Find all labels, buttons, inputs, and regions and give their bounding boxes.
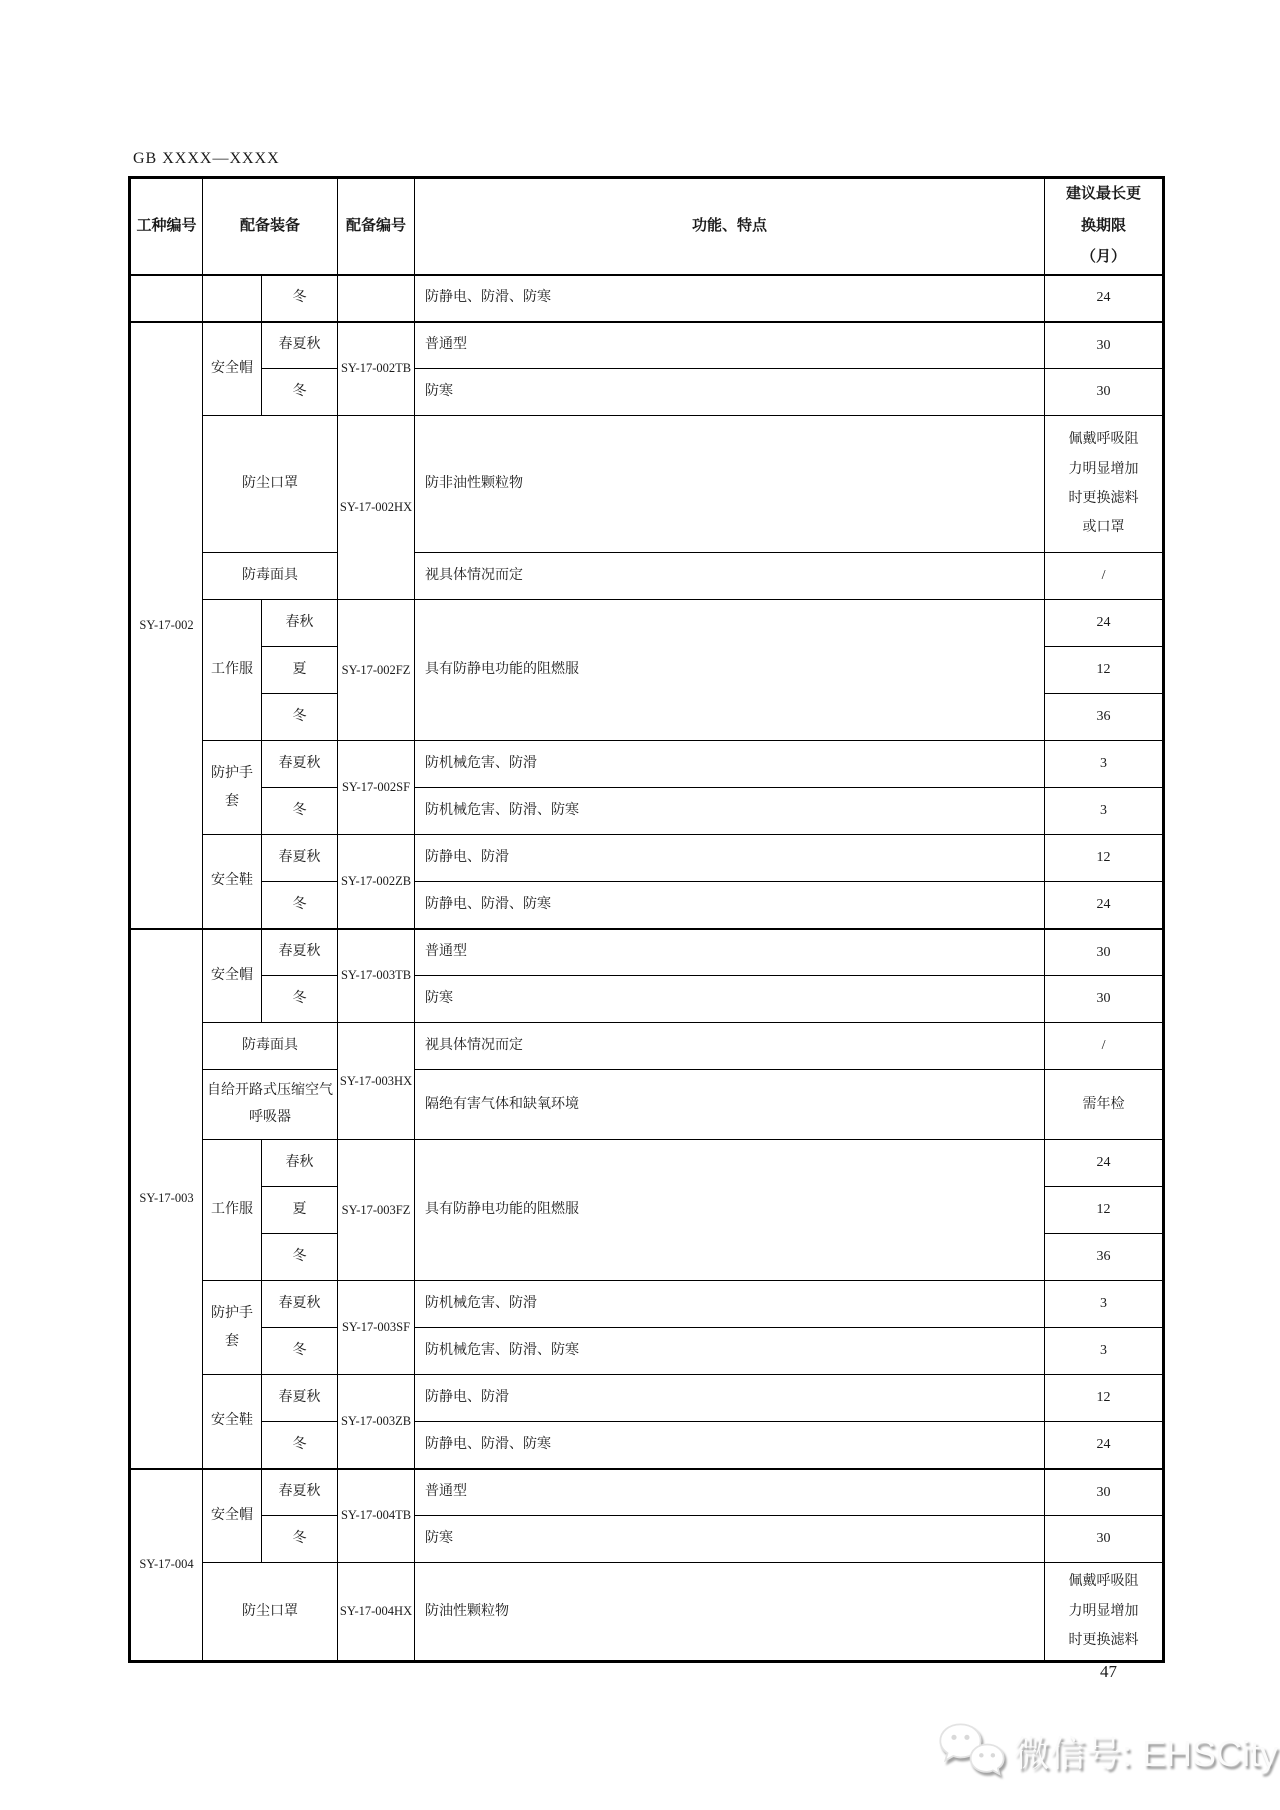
cell-equip-code: SY-17-002HX [338, 416, 415, 600]
footer-brand [936, 1720, 1278, 1782]
table-row [130, 1422, 1164, 1469]
cell-season: 冬 [262, 1516, 338, 1563]
cell-function: 防静电、防滑 [415, 1375, 1045, 1422]
cell-function: 防机械危害、防滑 [415, 1281, 1045, 1328]
cell-term: 3 [1045, 1281, 1164, 1328]
cell-function: 防寒 [415, 1516, 1045, 1563]
cell-function: 具有防静电功能的阻燃服 [415, 1140, 1045, 1281]
cell-job-code: SY-17-003 [130, 929, 203, 1469]
cell-equipment: 安全鞋 [203, 1375, 262, 1469]
cell-job-code: SY-17-004 [130, 1469, 203, 1662]
cell-equip-code: SY-17-004HX [338, 1563, 415, 1662]
cell-term: 30 [1045, 929, 1164, 976]
cell-season: 夏 [262, 647, 338, 694]
cell-term: 12 [1045, 1375, 1164, 1422]
cell-equipment: 防护手套 [203, 741, 262, 835]
cell-equipment: 安全鞋 [203, 835, 262, 929]
table-header-row [130, 178, 1164, 275]
cell-season: 冬 [262, 976, 338, 1023]
cell-equipment: 防毒面具 [203, 553, 338, 600]
cell-equip-code [338, 275, 415, 322]
cell-term: 36 [1045, 1234, 1164, 1281]
cell-equipment: 工作服 [203, 1140, 262, 1281]
table-row [130, 1070, 1164, 1140]
table-row [130, 788, 1164, 835]
cell-term: 12 [1045, 647, 1164, 694]
table-row [130, 1023, 1164, 1070]
table-row [130, 835, 1164, 882]
cell-function: 防静电、防滑、防寒 [415, 882, 1045, 929]
table-row [130, 882, 1164, 929]
table-row [130, 1328, 1164, 1375]
cell-function: 普通型 [415, 1469, 1045, 1516]
cell-term: 24 [1045, 1140, 1164, 1187]
cell-equip-code: SY-17-003TB [338, 929, 415, 1023]
header-equipment: 配备装备 [203, 178, 338, 275]
cell-season: 春夏秋 [262, 1469, 338, 1516]
cell-function: 防机械危害、防滑、防寒 [415, 1328, 1045, 1375]
cell-equip-code: SY-17-003HX [338, 1023, 415, 1140]
header-function: 功能、特点 [415, 178, 1045, 275]
cell-season: 春夏秋 [262, 1281, 338, 1328]
cell-equip-code: SY-17-002TB [338, 322, 415, 416]
cell-season: 春夏秋 [262, 741, 338, 788]
table-row [130, 369, 1164, 416]
cell-equipment: 防尘口罩 [203, 1563, 338, 1662]
cell-season: 春夏秋 [262, 929, 338, 976]
table-row [130, 976, 1164, 1023]
table-row [130, 1469, 1164, 1516]
cell-equip-code: SY-17-003FZ [338, 1140, 415, 1281]
cell-season: 冬 [262, 1234, 338, 1281]
cell-function: 普通型 [415, 929, 1045, 976]
doc-ref: GB XXXX—XXXX [133, 150, 280, 167]
cell-equipment: 安全帽 [203, 929, 262, 1023]
cell-season: 冬 [262, 1422, 338, 1469]
cell-function: 防寒 [415, 976, 1045, 1023]
cell-function: 防机械危害、防滑、防寒 [415, 788, 1045, 835]
table-row [130, 1375, 1164, 1422]
cell-season: 春夏秋 [262, 1375, 338, 1422]
wechat-icon [936, 1720, 1008, 1782]
cell-equip-code: SY-17-002ZB [338, 835, 415, 929]
cell-function: 防非油性颗粒物 [415, 416, 1045, 553]
cell-season: 冬 [262, 694, 338, 741]
cell-season: 冬 [262, 1328, 338, 1375]
cell-term: 24 [1045, 600, 1164, 647]
cell-term: 30 [1045, 322, 1164, 369]
cell-term: 3 [1045, 788, 1164, 835]
cell-term: / [1045, 1023, 1164, 1070]
table-row [130, 322, 1164, 369]
cell-equip-code: SY-17-002SF [338, 741, 415, 835]
cell-term: 佩戴呼吸阻力明显增加时更换滤料 [1045, 1563, 1164, 1662]
header-equip-code: 配备编号 [338, 178, 415, 275]
ppe-table-wrap [128, 176, 1165, 1663]
cell-season: 冬 [262, 882, 338, 929]
cell-equipment: 工作服 [203, 600, 262, 741]
cell-season: 冬 [262, 275, 338, 322]
page-number: 47 [1100, 1662, 1117, 1681]
cell-function: 防寒 [415, 369, 1045, 416]
cell-term: / [1045, 553, 1164, 600]
cell-function: 隔绝有害气体和缺氧环境 [415, 1070, 1045, 1140]
cell-term: 24 [1045, 882, 1164, 929]
cell-equip-code: SY-17-003SF [338, 1281, 415, 1375]
cell-season: 夏 [262, 1187, 338, 1234]
cell-equipment: 防毒面具 [203, 1023, 338, 1070]
cell-term: 佩戴呼吸阻力明显增加时更换滤料或口罩 [1045, 416, 1164, 553]
cell-equipment: 防护手套 [203, 1281, 262, 1375]
cell-term: 需年检 [1045, 1070, 1164, 1140]
cell-season: 冬 [262, 788, 338, 835]
cell-term: 30 [1045, 369, 1164, 416]
cell-function: 防静电、防滑 [415, 835, 1045, 882]
cell-job-code: SY-17-002 [130, 322, 203, 929]
ppe-table [128, 176, 1165, 1663]
cell-function: 视具体情况而定 [415, 1023, 1045, 1070]
cell-season: 春秋 [262, 600, 338, 647]
cell-equip-code: SY-17-002FZ [338, 600, 415, 741]
cell-function: 防静电、防滑、防寒 [415, 1422, 1045, 1469]
cell-equip-code: SY-17-003ZB [338, 1375, 415, 1469]
cell-term: 30 [1045, 1516, 1164, 1563]
cell-equipment: 安全帽 [203, 1469, 262, 1563]
cell-term: 30 [1045, 976, 1164, 1023]
cell-term: 3 [1045, 1328, 1164, 1375]
table-row [130, 600, 1164, 647]
table-row [130, 275, 1164, 322]
cell-term: 12 [1045, 1187, 1164, 1234]
wechat-label: 微信号: EHSCity [1014, 1732, 1279, 1774]
cell-function: 防机械危害、防滑 [415, 741, 1045, 788]
table-row [130, 929, 1164, 976]
table-row [130, 1140, 1164, 1187]
cell-season: 春秋 [262, 1140, 338, 1187]
cell-equipment: 自给开路式压缩空气呼吸器 [203, 1070, 338, 1140]
cell-function: 具有防静电功能的阻燃服 [415, 600, 1045, 741]
table-row [130, 1516, 1164, 1563]
cell-season: 冬 [262, 369, 338, 416]
cell-function: 防油性颗粒物 [415, 1563, 1045, 1662]
table-row [130, 1281, 1164, 1328]
table-row [130, 553, 1164, 600]
cell-job-code [130, 275, 203, 322]
table-row [130, 1563, 1164, 1662]
cell-term: 36 [1045, 694, 1164, 741]
cell-equipment: 防尘口罩 [203, 416, 338, 553]
table-row [130, 741, 1164, 788]
cell-equipment [203, 275, 262, 322]
cell-season: 春夏秋 [262, 835, 338, 882]
cell-function: 普通型 [415, 322, 1045, 369]
table-row [130, 416, 1164, 553]
cell-term: 24 [1045, 1422, 1164, 1469]
cell-function: 视具体情况而定 [415, 553, 1045, 600]
cell-season: 春夏秋 [262, 322, 338, 369]
header-job-code: 工种编号 [130, 178, 203, 275]
cell-equip-code: SY-17-004TB [338, 1469, 415, 1563]
cell-term: 12 [1045, 835, 1164, 882]
cell-function: 防静电、防滑、防寒 [415, 275, 1045, 322]
cell-term: 30 [1045, 1469, 1164, 1516]
cell-term: 3 [1045, 741, 1164, 788]
cell-equipment: 安全帽 [203, 322, 262, 416]
cell-term: 24 [1045, 275, 1164, 322]
header-term: 建议最长更换期限（月） [1045, 178, 1164, 275]
